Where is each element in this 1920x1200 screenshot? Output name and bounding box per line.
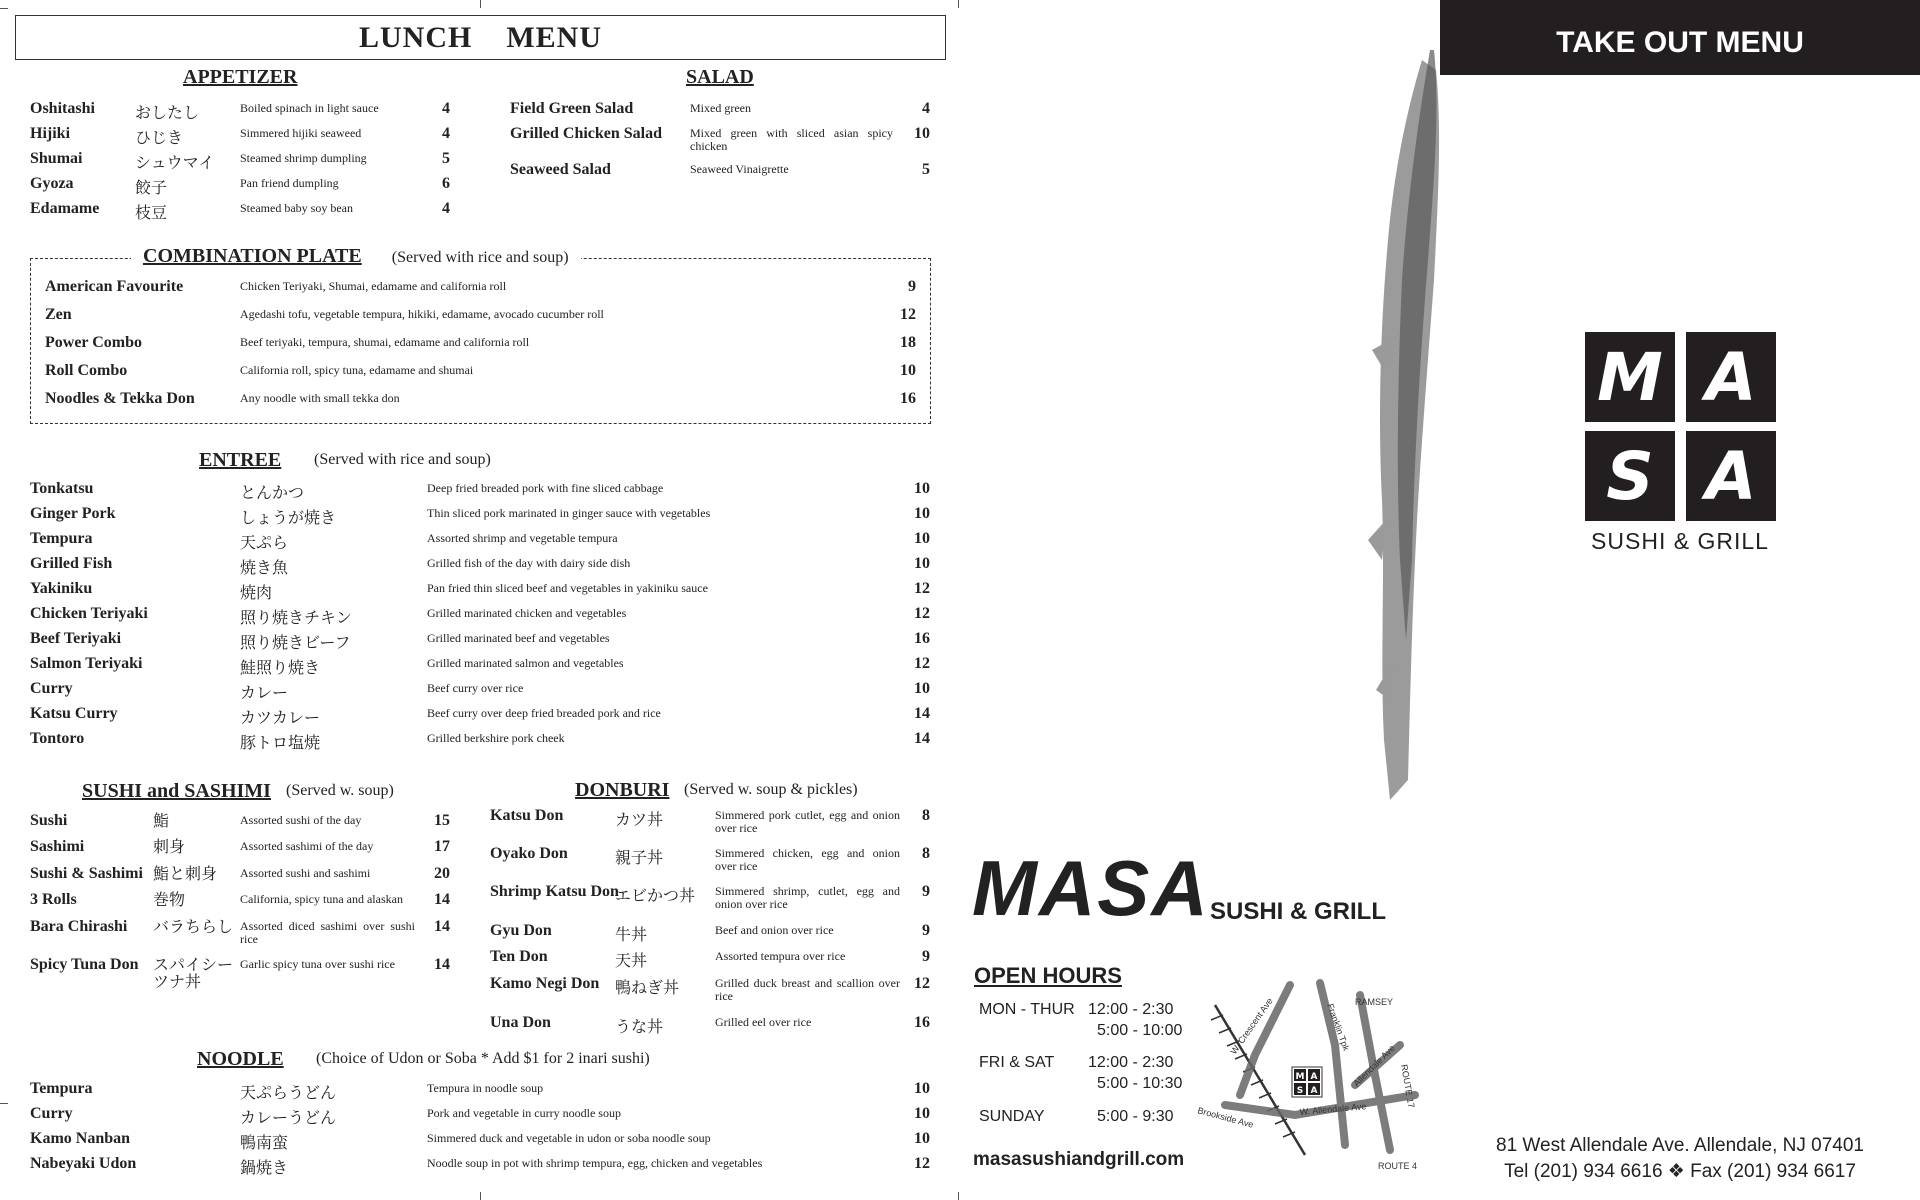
noodle-row: [0, 1130, 960, 1154]
item-name: Chicken Teriyaki: [30, 605, 148, 622]
map-label: W. Allendale Ave: [1299, 1101, 1367, 1117]
item-japanese-name: 牛丼: [615, 925, 648, 944]
item-price: 10: [900, 362, 916, 379]
salad-row: [0, 100, 960, 124]
item-name: Salmon Teriyaki: [30, 655, 143, 672]
item-description: Steamed baby soy bean: [240, 201, 353, 215]
item-price: 10: [914, 505, 930, 522]
item-description: Any noodle with small tekka don: [240, 391, 400, 405]
item-price: 14: [434, 891, 450, 908]
map-label: W. Crescent Ave: [1228, 996, 1275, 1057]
item-japanese-name: 枝豆: [135, 203, 168, 222]
item-japanese-name: 焼き魚: [240, 558, 289, 577]
item-japanese-name: 豚トロ塩焼: [240, 733, 321, 752]
item-price: 14: [434, 918, 450, 935]
item-name: Grilled Chicken Salad: [510, 125, 663, 142]
item-price: 10: [914, 1105, 930, 1122]
salad-row: [0, 125, 960, 153]
appetizer-row: [0, 200, 960, 224]
item-name: Oyako Don: [490, 845, 568, 862]
item-description: Grilled marinated chicken and vegetables: [427, 606, 627, 620]
item-price: 10: [914, 680, 930, 697]
map-label: Allendale Ave: [1351, 1042, 1397, 1089]
address: 81 West Allendale Ave. Allendale, NJ 07401: [1496, 1135, 1864, 1156]
entree-title: ENTREE: [199, 449, 282, 471]
item-price: 4: [922, 100, 930, 117]
item-japanese-name: カツ丼: [615, 810, 664, 829]
website-link[interactable]: masasushiandgrill.com: [973, 1149, 1185, 1170]
entree-row: [0, 730, 960, 754]
item-name: American Favourite: [45, 278, 184, 295]
item-price: 9: [922, 922, 930, 939]
donburi-row: [0, 975, 960, 1003]
item-price: 12: [914, 1155, 930, 1172]
noodle-row: [0, 1080, 960, 1104]
item-price: 12: [914, 655, 930, 672]
item-price: 5: [922, 161, 930, 178]
brand-tagline: SUSHI & GRILL: [1210, 898, 1387, 925]
item-description: Assorted sashimi of the day: [240, 839, 374, 853]
combination-row: [0, 362, 960, 386]
item-description: Beef and onion over rice: [715, 923, 834, 937]
item-name: Tontoro: [30, 730, 85, 747]
salad-row: [0, 161, 960, 185]
item-description: Noodle soup in pot with shrimp tempura, egg, chicken and vegetables: [427, 1156, 763, 1170]
item-name: Yakiniku: [30, 580, 93, 597]
item-description: Tempura in noodle soup: [427, 1081, 544, 1095]
item-description: Chicken Teriyaki, Shumai, edamame and california roll: [240, 279, 507, 293]
item-japanese-name: 天丼: [615, 951, 648, 970]
item-description: Grilled duck breast and scallion over rice: [715, 976, 900, 1003]
donburi-row: [0, 1014, 960, 1038]
item-japanese-name: 鴨南蛮: [240, 1133, 289, 1152]
item-description: Garlic spicy tuna over sushi rice: [240, 957, 395, 971]
item-price: 9: [922, 883, 930, 900]
item-description: Pork and vegetable in curry noodle soup: [427, 1106, 621, 1120]
item-name: Sashimi: [30, 838, 85, 855]
entree-row: [0, 705, 960, 729]
item-price: 4: [442, 100, 450, 117]
item-name: Curry: [30, 680, 73, 697]
item-japanese-name: 焼肉: [240, 583, 273, 602]
item-name: Kamo Negi Don: [490, 975, 600, 992]
item-name: Shrimp Katsu Don: [490, 883, 619, 900]
donburi-row: [0, 807, 960, 835]
logo-tile: M: [1585, 332, 1675, 422]
item-name: Zen: [45, 306, 72, 323]
item-name: Gyoza: [30, 175, 74, 192]
item-name: Ginger Pork: [30, 505, 116, 522]
item-name: Una Don: [490, 1014, 551, 1031]
item-price: 10: [914, 480, 930, 497]
item-japanese-name: 刺身: [153, 837, 186, 856]
item-price: 16: [900, 390, 916, 407]
item-price: 12: [900, 306, 916, 323]
item-name: Field Green Salad: [510, 100, 634, 117]
item-japanese-name: うな丼: [615, 1017, 664, 1036]
entree-row: [0, 605, 960, 629]
item-japanese-name: 鮨と刺身: [153, 864, 218, 883]
sushi-title: SUSHI and SASHIMI: [82, 780, 271, 802]
item-name: Noodles & Tekka Don: [45, 390, 195, 407]
hours-day: FRI & SAT: [979, 1054, 1055, 1071]
item-name: Ten Don: [490, 948, 548, 965]
item-description: Mixed green with sliced asian spicy chicken: [690, 126, 893, 153]
item-price: 14: [914, 705, 930, 722]
item-description: Assorted diced sashimi over sushi rice: [240, 919, 415, 946]
item-japanese-name: とんかつ: [240, 483, 305, 502]
item-name: Roll Combo: [45, 362, 128, 379]
item-description: Agedashi tofu, vegetable tempura, hikiki, edamame, avocado cucumber roll: [240, 307, 604, 321]
entree-note: (Served with rice and soup): [314, 451, 491, 468]
item-description: Beef teriyaki, tempura, shumai, edamame and california roll: [240, 335, 530, 349]
item-description: Grilled marinated salmon and vegetables: [427, 656, 624, 670]
item-japanese-name: シュウマイ: [135, 153, 215, 172]
item-japanese-name: 天ぷらうどん: [240, 1083, 337, 1102]
map-masa-marker: [1292, 1067, 1322, 1097]
combination-row: [0, 334, 960, 358]
combination-row: [0, 278, 960, 302]
logo-tagline: SUSHI & GRILL: [1591, 528, 1769, 554]
item-japanese-name: 鮨: [153, 811, 170, 830]
crop-mark: [958, 1192, 959, 1200]
item-name: Hijiki: [30, 125, 71, 142]
location-map: [1195, 975, 1425, 1175]
item-price: 10: [914, 555, 930, 572]
item-price: 4: [442, 125, 450, 142]
item-japanese-name: 鍋焼き: [240, 1158, 289, 1177]
sushi-note: (Served w. soup): [286, 782, 394, 799]
item-price: 10: [914, 1130, 930, 1147]
item-name: Katsu Curry: [30, 705, 118, 722]
item-name: Shumai: [30, 150, 83, 167]
item-price: 16: [914, 1014, 930, 1031]
item-description: California roll, spicy tuna, edamame and shumai: [240, 363, 474, 377]
crop-mark: [480, 1192, 481, 1200]
item-description: Assorted shrimp and vegetable tempura: [427, 531, 618, 545]
item-price: 16: [914, 630, 930, 647]
item-name: Edamame: [30, 200, 100, 217]
item-description: Grilled berkshire pork cheek: [427, 731, 565, 745]
item-name: Grilled Fish: [30, 555, 113, 572]
item-price: 9: [922, 948, 930, 965]
item-japanese-name: エビかつ丼: [615, 886, 696, 905]
donburi-note: (Served w. soup & pickles): [684, 781, 858, 798]
item-description: Seaweed Vinaigrette: [690, 162, 789, 176]
item-price: 14: [434, 956, 450, 973]
item-japanese-name: 巻物: [153, 890, 186, 909]
entree-row: [0, 505, 960, 529]
item-name: Tonkatsu: [30, 480, 94, 497]
item-name: Kamo Nanban: [30, 1130, 131, 1147]
item-price: 12: [914, 605, 930, 622]
item-name: Bara Chirashi: [30, 918, 128, 935]
svg-text:M: M: [1295, 1072, 1305, 1082]
item-description: Simmered duck and vegetable in udon or soba noodle soup: [427, 1131, 711, 1145]
item-name: Katsu Don: [490, 807, 564, 824]
item-japanese-name: ひじき: [135, 128, 184, 147]
donburi-title: DONBURI: [575, 779, 670, 801]
item-description: Beef curry over deep fried breaded pork and rice: [427, 706, 661, 720]
open-hours-title: OPEN HOURS: [974, 963, 1122, 988]
phone-fax: Tel (201) 934 6616 ❖ Fax (201) 934 6617: [1504, 1161, 1856, 1182]
item-description: Simmered chicken, egg and onion over rice: [715, 846, 900, 873]
item-price: 9: [908, 278, 916, 295]
item-name: Nabeyaki Udon: [30, 1155, 137, 1172]
item-price: 6: [442, 175, 450, 192]
item-description: Assorted sushi and sashimi: [240, 866, 371, 880]
hours-time: 12:00 - 2:30: [1088, 1054, 1174, 1071]
noodle-row: [0, 1105, 960, 1129]
item-japanese-name: カレーうどん: [240, 1108, 337, 1127]
hours-time: 5:00 - 10:00: [1097, 1022, 1183, 1039]
brand-name: MASA: [972, 844, 1210, 932]
item-description: Grilled marinated beef and vegetables: [427, 631, 610, 645]
entree-row: [0, 580, 960, 604]
brush-stroke-decoration: [1350, 40, 1450, 820]
item-price: 4: [442, 200, 450, 217]
svg-text:S: S: [1296, 1086, 1304, 1096]
noodle-note: (Choice of Udon or Soba * Add $1 for 2 inari sushi): [316, 1050, 650, 1067]
item-japanese-name: 鮭照り焼き: [240, 658, 321, 677]
item-name: Spicy Tuna Don: [30, 956, 139, 973]
item-price: 8: [922, 845, 930, 862]
item-name: Tempura: [30, 1080, 93, 1097]
map-label: ROUTE 4: [1378, 1161, 1418, 1171]
item-description: Simmered shrimp, cutlet, egg and onion over rice: [715, 884, 900, 911]
item-name: Sushi & Sashimi: [30, 865, 143, 882]
item-japanese-name: 天ぷら: [240, 533, 289, 552]
combination-row: [0, 306, 960, 330]
item-description: Assorted sushi of the day: [240, 813, 362, 827]
item-price: 17: [434, 838, 450, 855]
item-price: 10: [914, 1080, 930, 1097]
item-description: Mixed green: [690, 101, 751, 115]
item-price: 12: [914, 975, 930, 992]
item-japanese-name: カツカレー: [240, 708, 321, 727]
item-name: Curry: [30, 1105, 73, 1122]
logo-tile: A: [1686, 332, 1776, 422]
item-name: Oshitashi: [30, 100, 95, 117]
item-price: 15: [434, 812, 450, 829]
item-description: Beef curry over rice: [427, 681, 524, 695]
item-description: Pan fried thin sliced beef and vegetables in yakiniku sauce: [427, 581, 708, 595]
svg-text:A: A: [1310, 1086, 1318, 1096]
item-price: 10: [914, 125, 930, 142]
item-price: 8: [922, 807, 930, 824]
hours-time: 5:00 - 9:30: [1097, 1108, 1174, 1125]
item-name: Seaweed Salad: [510, 161, 611, 178]
entree-row: [0, 530, 960, 554]
item-japanese-name: 鴨ねぎ丼: [615, 978, 680, 997]
combination-note: (Served with rice and soup): [391, 249, 569, 266]
map-label: Franklin Tpk: [1325, 1002, 1352, 1053]
item-price: 14: [914, 730, 930, 747]
noodle-row: [0, 1155, 960, 1179]
item-price: 20: [434, 865, 450, 882]
item-description: Steamed shrimp dumpling: [240, 151, 367, 165]
item-price: 12: [914, 580, 930, 597]
item-japanese-name: カレー: [240, 683, 289, 702]
item-description: Boiled spinach in light sauce: [240, 101, 379, 115]
noodle-title: NOODLE: [197, 1048, 284, 1070]
combination-title: COMBINATION PLATE: [143, 245, 362, 267]
logo-tile: A: [1686, 431, 1776, 521]
hours-day: MON - THUR: [979, 1001, 1075, 1018]
entree-row: [0, 680, 960, 704]
item-japanese-name: スパイシーツナ丼: [153, 955, 234, 991]
item-description: Simmered pork cutlet, egg and onion over rice: [715, 808, 900, 835]
salad-title: SALAD: [686, 66, 754, 88]
item-description: Simmered hijiki seaweed: [240, 126, 362, 140]
svg-text:A: A: [1310, 1072, 1318, 1082]
item-price: 18: [900, 334, 916, 351]
item-name: Beef Teriyaki: [30, 630, 122, 647]
item-name: 3 Rolls: [30, 891, 77, 908]
item-description: Grilled eel over rice: [715, 1015, 812, 1029]
item-description: Assorted tempura over rice: [715, 949, 846, 963]
item-japanese-name: 親子丼: [615, 848, 664, 867]
donburi-row: [0, 883, 960, 911]
item-japanese-name: おしたし: [135, 103, 200, 122]
logo-tile: S: [1585, 431, 1675, 521]
crop-mark: [0, 8, 8, 9]
lunch-menu-title: LUNCH MENU: [15, 15, 946, 60]
crop-mark: [958, 0, 959, 8]
item-name: Power Combo: [45, 334, 143, 351]
item-japanese-name: バラちらし: [153, 917, 234, 936]
appetizer-title: APPETIZER: [183, 66, 298, 88]
combination-header: [131, 245, 581, 268]
item-description: Pan friend dumpling: [240, 176, 339, 190]
item-price: 5: [442, 150, 450, 167]
item-description: Thin sliced pork marinated in ginger sauce with vegetables: [427, 506, 711, 520]
item-description: California, spicy tuna and alaskan: [240, 892, 403, 906]
map-label: Brookside Ave: [1196, 1105, 1255, 1130]
item-description: Deep fried breaded pork with fine sliced cabbage: [427, 481, 664, 495]
item-name: Sushi: [30, 812, 68, 829]
crop-mark: [480, 0, 481, 8]
entree-row: [0, 480, 960, 504]
item-japanese-name: しょうが焼き: [240, 508, 337, 527]
item-description: Grilled fish of the day with dairy side dish: [427, 556, 631, 570]
entree-row: [0, 630, 960, 654]
map-label: RAMSEY: [1355, 997, 1394, 1007]
donburi-row: [0, 919, 960, 946]
combination-row: [0, 390, 960, 414]
item-japanese-name: 照り焼きチキン: [240, 608, 352, 627]
item-name: Gyu Don: [490, 922, 552, 939]
map-label: ROUTE 17: [1399, 1063, 1417, 1109]
item-japanese-name: 餃子: [135, 178, 168, 197]
item-japanese-name: 照り焼きビーフ: [240, 633, 351, 652]
item-name: Tempura: [30, 530, 93, 547]
take-out-banner: TAKE OUT MENU: [1440, 0, 1920, 75]
entree-row: [0, 655, 960, 679]
item-price: 10: [914, 530, 930, 547]
hours-day: SUNDAY: [979, 1108, 1045, 1125]
entree-row: [0, 555, 960, 579]
hours-time: 5:00 - 10:30: [1097, 1075, 1183, 1092]
donburi-row: [0, 948, 960, 972]
hours-time: 12:00 - 2:30: [1088, 1001, 1174, 1018]
